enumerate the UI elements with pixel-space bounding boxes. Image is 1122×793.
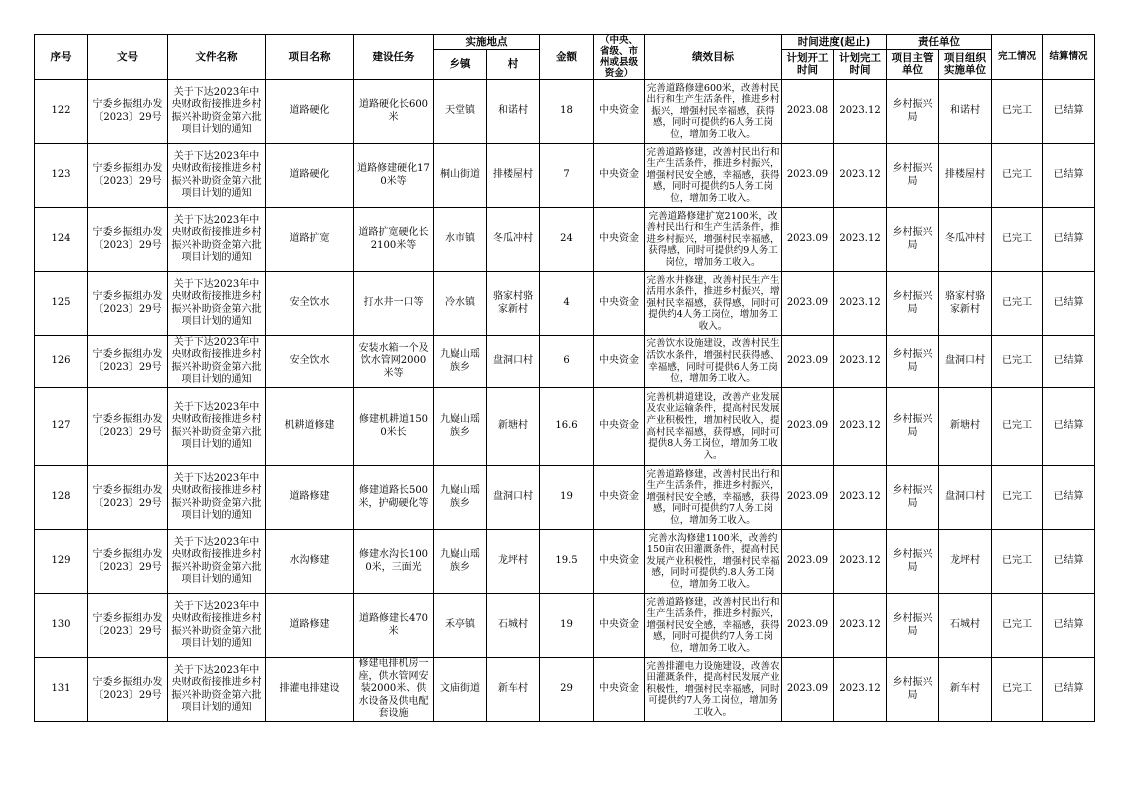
table-row	[35, 336, 1095, 388]
cell-task: 修建道路长500米，护砌硬化等	[354, 466, 434, 530]
cell-settlement: 已结算	[1043, 658, 1095, 722]
cell-completion: 已完工	[992, 388, 1043, 466]
cell-village: 冬瓜冲村	[487, 208, 540, 272]
cell-source: 中央资金	[594, 336, 645, 388]
cell-owner: 乡村振兴局	[887, 272, 939, 336]
header-owner: 项目主管单位	[887, 49, 939, 79]
cell-source: 中央资金	[594, 530, 645, 594]
cell-start: 2023.09	[782, 530, 834, 594]
cell-project: 道路修建	[266, 466, 354, 530]
cell-performance: 完善道路修建，改善村民出行和生产生活条件，推进乡村振兴，增强村民安全感，幸福感，获得感，同时可提供约5人务工岗位，增加务工收入。	[645, 144, 782, 208]
header-village: 村	[487, 49, 540, 79]
cell-org: 盘洞口村	[939, 466, 992, 530]
table-body	[35, 80, 1095, 722]
cell-amount: 18	[540, 80, 594, 144]
cell-owner: 乡村振兴局	[887, 388, 939, 466]
cell-source: 中央资金	[594, 272, 645, 336]
cell-doc-no: 宁委乡振组办发〔2023〕29号	[88, 336, 168, 388]
cell-seq: 122	[35, 80, 88, 144]
cell-performance: 完善道路修建扩宽2100米，改善村民出行和生产生活条件，推进乡村振兴，增强村民幸福感，获得感，同时可提供约9人务工岗位，增加务工收入。	[645, 208, 782, 272]
cell-end: 2023.12	[834, 530, 887, 594]
cell-completion: 已完工	[992, 208, 1043, 272]
cell-village: 骆家村骆家新村	[487, 272, 540, 336]
cell-end: 2023.12	[834, 208, 887, 272]
cell-performance: 完善排灌电力设施建设，改善农田灌溉条件，提高村民发展产业积极性，增强村民幸福感，同时可提供约7人务工岗位，增加务工收入。	[645, 658, 782, 722]
cell-completion: 已完工	[992, 336, 1043, 388]
header-performance: 绩效目标	[645, 35, 782, 80]
header-completion: 完工情况	[992, 35, 1043, 80]
cell-org: 和诺村	[939, 80, 992, 144]
cell-end: 2023.12	[834, 658, 887, 722]
cell-task: 道路硬化长600米	[354, 80, 434, 144]
cell-town: 九嶷山瑶族乡	[434, 466, 487, 530]
cell-owner: 乡村振兴局	[887, 530, 939, 594]
cell-town: 九嶷山瑶族乡	[434, 388, 487, 466]
cell-start: 2023.09	[782, 208, 834, 272]
cell-task: 修建电排机房一座，供水管网安装2000米、供水设备及供电配套设施	[354, 658, 434, 722]
cell-amount: 4	[540, 272, 594, 336]
cell-project: 机耕道修建	[266, 388, 354, 466]
cell-owner: 乡村振兴局	[887, 80, 939, 144]
cell-performance: 完善机耕道建设，改善产业发展及农业运输条件，提高村民发展产业积极性，增加村民收入，提高村民幸福感，获得感，同时可提供8人务工岗位，增加务工收入。	[645, 388, 782, 466]
cell-doc-no: 宁委乡振组办发〔2023〕29号	[88, 80, 168, 144]
cell-end: 2023.12	[834, 594, 887, 658]
cell-source: 中央资金	[594, 144, 645, 208]
cell-project: 水沟修建	[266, 530, 354, 594]
cell-source: 中央资金	[594, 658, 645, 722]
cell-doc-name: 关于下达2023年中央财政衔接推进乡村振兴补助资金第六批项目计划的通知	[168, 594, 266, 658]
cell-project: 道路修建	[266, 594, 354, 658]
cell-doc-no: 宁委乡振组办发〔2023〕29号	[88, 144, 168, 208]
cell-end: 2023.12	[834, 466, 887, 530]
header-seq: 序号	[35, 35, 88, 80]
cell-village: 新车村	[487, 658, 540, 722]
cell-owner: 乡村振兴局	[887, 466, 939, 530]
cell-village: 石城村	[487, 594, 540, 658]
cell-town: 禾亭镇	[434, 594, 487, 658]
cell-project: 道路硬化	[266, 80, 354, 144]
cell-org: 石城村	[939, 594, 992, 658]
cell-owner: 乡村振兴局	[887, 208, 939, 272]
header-start: 计划开工时间	[782, 49, 834, 79]
cell-start: 2023.09	[782, 272, 834, 336]
cell-start: 2023.09	[782, 594, 834, 658]
table-row	[35, 144, 1095, 208]
cell-doc-no: 宁委乡振组办发〔2023〕29号	[88, 594, 168, 658]
cell-doc-no: 宁委乡振组办发〔2023〕29号	[88, 466, 168, 530]
cell-performance: 完善饮水设施建设，改善村民生活饮水条件，增强村民获得感、幸福感，同时可提供6人务工岗位，增加务工收入。	[645, 336, 782, 388]
header-end: 计划完工时间	[834, 49, 887, 79]
cell-org: 新车村	[939, 658, 992, 722]
cell-project: 安全饮水	[266, 272, 354, 336]
cell-amount: 19	[540, 466, 594, 530]
cell-source: 中央资金	[594, 208, 645, 272]
header-org: 项目组织实施单位	[939, 49, 992, 79]
cell-seq: 131	[35, 658, 88, 722]
cell-project: 道路硬化	[266, 144, 354, 208]
table-row	[35, 388, 1095, 466]
cell-owner: 乡村振兴局	[887, 594, 939, 658]
header-amount: 金额	[540, 35, 594, 80]
cell-doc-name: 关于下达2023年中央财政衔接推进乡村振兴补助资金第六批项目计划的通知	[168, 144, 266, 208]
cell-performance: 完善水井修建，改善村民生产生活用水条件，推进乡村振兴，增强村民幸福感，获得感，同时可提供约4人务工岗位，增加务工收入。	[645, 272, 782, 336]
cell-village: 和诺村	[487, 80, 540, 144]
header-settlement: 结算情况	[1043, 35, 1095, 80]
header-doc-name: 文件名称	[168, 35, 266, 80]
cell-task: 道路扩宽硬化长2100米等	[354, 208, 434, 272]
cell-village: 龙坪村	[487, 530, 540, 594]
cell-source: 中央资金	[594, 594, 645, 658]
cell-project: 安全饮水	[266, 336, 354, 388]
cell-source: 中央资金	[594, 388, 645, 466]
cell-amount: 16.6	[540, 388, 594, 466]
cell-amount: 6	[540, 336, 594, 388]
table-row	[35, 272, 1095, 336]
cell-org: 冬瓜冲村	[939, 208, 992, 272]
cell-performance: 完善水沟修建1100米，改善约150亩农田灌溉条件，提高村民发展产业积极性，增强村民幸福感，同时可提供约.8人务工岗位，增加务工收入。	[645, 530, 782, 594]
cell-end: 2023.12	[834, 144, 887, 208]
cell-task: 打水井一口等	[354, 272, 434, 336]
cell-settlement: 已结算	[1043, 530, 1095, 594]
cell-org: 盘洞口村	[939, 336, 992, 388]
cell-town: 水市镇	[434, 208, 487, 272]
cell-source: 中央资金	[594, 80, 645, 144]
cell-start: 2023.09	[782, 336, 834, 388]
header-responsible: 责任单位	[887, 35, 992, 50]
cell-settlement: 已结算	[1043, 208, 1095, 272]
cell-start: 2023.09	[782, 144, 834, 208]
cell-start: 2023.09	[782, 388, 834, 466]
header-doc-no: 文号	[88, 35, 168, 80]
cell-end: 2023.12	[834, 336, 887, 388]
header-schedule: 时间进度(起止)	[782, 35, 887, 50]
cell-village: 新塘村	[487, 388, 540, 466]
cell-doc-name: 关于下达2023年中央财政衔接推进乡村振兴补助资金第六批项目计划的通知	[168, 272, 266, 336]
cell-org: 新塘村	[939, 388, 992, 466]
header-fund-source: （中央、省级、市州或县级资金）	[594, 35, 645, 80]
cell-end: 2023.12	[834, 388, 887, 466]
cell-village: 排楼屋村	[487, 144, 540, 208]
header-location: 实施地点	[434, 35, 540, 50]
cell-town: 冷水镇	[434, 272, 487, 336]
cell-completion: 已完工	[992, 530, 1043, 594]
cell-start: 2023.09	[782, 658, 834, 722]
cell-town: 桐山街道	[434, 144, 487, 208]
cell-end: 2023.12	[834, 272, 887, 336]
cell-owner: 乡村振兴局	[887, 336, 939, 388]
cell-seq: 123	[35, 144, 88, 208]
cell-seq: 128	[35, 466, 88, 530]
cell-completion: 已完工	[992, 658, 1043, 722]
cell-performance: 完善道路修建，改善村民出行和生产生活条件，推进乡村振兴，增强村民安全感，幸福感，获得感，同时可提供约7人务工岗位，增加务工收入。	[645, 466, 782, 530]
cell-doc-no: 宁委乡振组办发〔2023〕29号	[88, 208, 168, 272]
cell-completion: 已完工	[992, 466, 1043, 530]
cell-completion: 已完工	[992, 272, 1043, 336]
table-row	[35, 530, 1095, 594]
header-town: 乡镇	[434, 49, 487, 79]
cell-performance: 完善道路修建，改善村民出行和生产生活条件，推进乡村振兴，增强村民安全感，幸福感，获得感，同时可提供约7人务工岗位，增加务工收入。	[645, 594, 782, 658]
cell-settlement: 已结算	[1043, 336, 1095, 388]
cell-settlement: 已结算	[1043, 144, 1095, 208]
cell-town: 九嶷山瑶族乡	[434, 530, 487, 594]
header-project: 项目名称	[266, 35, 354, 80]
cell-doc-name: 关于下达2023年中央财政衔接推进乡村振兴补助资金第六批项目计划的通知	[168, 530, 266, 594]
cell-seq: 125	[35, 272, 88, 336]
cell-amount: 29	[540, 658, 594, 722]
cell-doc-no: 宁委乡振组办发〔2023〕29号	[88, 272, 168, 336]
cell-doc-no: 宁委乡振组办发〔2023〕29号	[88, 658, 168, 722]
cell-settlement: 已结算	[1043, 272, 1095, 336]
cell-settlement: 已结算	[1043, 80, 1095, 144]
cell-owner: 乡村振兴局	[887, 658, 939, 722]
cell-doc-name: 关于下达2023年中央财政衔接推进乡村振兴补助资金第六批项目计划的通知	[168, 388, 266, 466]
cell-doc-name: 关于下达2023年中央财政衔接推进乡村振兴补助资金第六批项目计划的通知	[168, 466, 266, 530]
cell-doc-no: 宁委乡振组办发〔2023〕29号	[88, 388, 168, 466]
cell-settlement: 已结算	[1043, 388, 1095, 466]
cell-org: 骆家村骆家新村	[939, 272, 992, 336]
cell-town: 天堂镇	[434, 80, 487, 144]
project-table	[34, 34, 1095, 722]
cell-task: 道路修建长470米	[354, 594, 434, 658]
cell-seq: 126	[35, 336, 88, 388]
cell-settlement: 已结算	[1043, 594, 1095, 658]
header-task: 建设任务	[354, 35, 434, 80]
cell-org: 龙坪村	[939, 530, 992, 594]
cell-doc-name: 关于下达2023年中央财政衔接推进乡村振兴补助资金第六批项目计划的通知	[168, 208, 266, 272]
cell-doc-name: 关于下达2023年中央财政衔接推进乡村振兴补助资金第六批项目计划的通知	[168, 658, 266, 722]
cell-task: 修建水沟长1000米，三面光	[354, 530, 434, 594]
cell-seq: 124	[35, 208, 88, 272]
cell-village: 盘洞口村	[487, 466, 540, 530]
cell-amount: 19	[540, 594, 594, 658]
cell-town: 九嶷山瑶族乡	[434, 336, 487, 388]
cell-project: 排灌电排建设	[266, 658, 354, 722]
cell-town: 文庙街道	[434, 658, 487, 722]
table-row	[35, 80, 1095, 144]
cell-completion: 已完工	[992, 80, 1043, 144]
cell-project: 道路扩宽	[266, 208, 354, 272]
table-row	[35, 208, 1095, 272]
cell-amount: 19.5	[540, 530, 594, 594]
cell-start: 2023.09	[782, 466, 834, 530]
cell-task: 修建机耕道1500米长	[354, 388, 434, 466]
cell-source: 中央资金	[594, 466, 645, 530]
cell-owner: 乡村振兴局	[887, 144, 939, 208]
cell-performance: 完善道路修建600米，改善村民出行和生产生活条件，推进乡村振兴，增强村民幸福感，获得感，同时可提供约6人务工岗位，增加务工收入。	[645, 80, 782, 144]
table-row	[35, 594, 1095, 658]
cell-task: 道路修建硬化170米等	[354, 144, 434, 208]
cell-end: 2023.12	[834, 80, 887, 144]
cell-village: 盘洞口村	[487, 336, 540, 388]
table-row	[35, 466, 1095, 530]
cell-org: 排楼屋村	[939, 144, 992, 208]
cell-task: 安装水箱一个及饮水管网2000米等	[354, 336, 434, 388]
cell-doc-no: 宁委乡振组办发〔2023〕29号	[88, 530, 168, 594]
cell-completion: 已完工	[992, 144, 1043, 208]
cell-settlement: 已结算	[1043, 466, 1095, 530]
table-row	[35, 658, 1095, 722]
cell-seq: 129	[35, 530, 88, 594]
cell-amount: 24	[540, 208, 594, 272]
cell-seq: 130	[35, 594, 88, 658]
cell-seq: 127	[35, 388, 88, 466]
cell-start: 2023.08	[782, 80, 834, 144]
cell-amount: 7	[540, 144, 594, 208]
cell-doc-name: 关于下达2023年中央财政衔接推进乡村振兴补助资金第六批项目计划的通知	[168, 336, 266, 388]
cell-doc-name: 关于下达2023年中央财政衔接推进乡村振兴补助资金第六批项目计划的通知	[168, 80, 266, 144]
cell-completion: 已完工	[992, 594, 1043, 658]
